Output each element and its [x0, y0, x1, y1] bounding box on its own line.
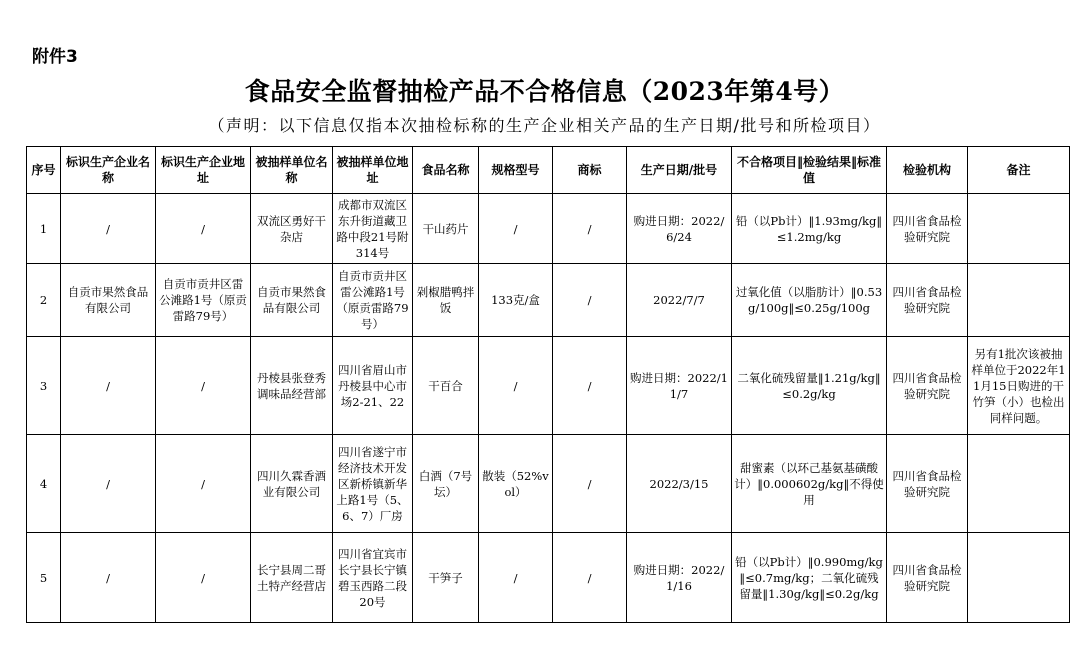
table-row: [27, 194, 1070, 264]
table-row: [27, 435, 1070, 533]
cell-spec: 散装（52%vol）: [479, 435, 553, 533]
cell-note: [968, 194, 1070, 264]
cell-producer-addr: /: [156, 194, 251, 264]
cell-spec: /: [479, 533, 553, 623]
cell-food: 剁椒腊鸭拌饭: [413, 264, 479, 337]
cell-brand: /: [553, 435, 627, 533]
cell-sampled-name: 自贡市果然食品有限公司: [251, 264, 333, 337]
page-title: 食品安全监督抽检产品不合格信息（2023年第4号）: [244, 77, 845, 106]
cell-brand: /: [553, 194, 627, 264]
cell-sampled-addr: 自贡市贡井区雷公滩路1号（原贡雷路79号）: [333, 264, 413, 337]
cell-date: 2022/3/15: [627, 435, 732, 533]
cell-agency: 四川省食品检验研究院: [887, 337, 968, 435]
header-cell-sampled-addr: 被抽样单位地址: [333, 147, 413, 194]
cell-note: [968, 533, 1070, 623]
cell-no: 1: [27, 194, 61, 264]
cell-item: 铅（以Pb计）‖0.990mg/kg‖≤0.7mg/kg；二氧化硫残留量‖1.30g/kg‖≤0.2g/kg: [732, 533, 887, 623]
cell-note: [968, 264, 1070, 337]
cell-producer-name: /: [61, 435, 156, 533]
cell-item: 过氧化值（以脂肪计）‖0.53g/100g‖≤0.25g/100g: [732, 264, 887, 337]
cell-producer-addr: 自贡市贡井区雷公滩路1号（原贡雷路79号）: [156, 264, 251, 337]
cell-agency: 四川省食品检验研究院: [887, 435, 968, 533]
table-row: [27, 533, 1070, 623]
cell-date: 购进日期：2022/1/16: [627, 533, 732, 623]
cell-brand: /: [553, 264, 627, 337]
table-row: [27, 337, 1070, 435]
header-cell-no: 序号: [27, 147, 61, 194]
cell-producer-name: /: [61, 194, 156, 264]
header-cell-producer-addr: 标识生产企业地址: [156, 147, 251, 194]
header-cell-food: 食品名称: [413, 147, 479, 194]
header-cell-agency: 检验机构: [887, 147, 968, 194]
header-cell-date: 生产日期/批号: [627, 147, 732, 194]
cell-producer-addr: /: [156, 435, 251, 533]
cell-agency: 四川省食品检验研究院: [887, 533, 968, 623]
cell-producer-name: 自贡市果然食品有限公司: [61, 264, 156, 337]
cell-producer-addr: /: [156, 533, 251, 623]
cell-spec: /: [479, 337, 553, 435]
cell-brand: /: [553, 533, 627, 623]
cell-producer-name: /: [61, 337, 156, 435]
cell-agency: 四川省食品检验研究院: [887, 194, 968, 264]
header-cell-producer-name: 标识生产企业名称: [61, 147, 156, 194]
cell-brand: /: [553, 337, 627, 435]
cell-note: [968, 435, 1070, 533]
cell-sampled-name: 双流区勇好干杂店: [251, 194, 333, 264]
cell-date: 购进日期：2022/11/7: [627, 337, 732, 435]
cell-note: 另有1批次该被抽样单位于2022年11月15日购进的干竹笋（小）也检出同样问题。: [968, 337, 1070, 435]
cell-sampled-addr: 四川省宜宾市长宁县长宁镇碧玉西路二段20号: [333, 533, 413, 623]
cell-food: 干笋子: [413, 533, 479, 623]
cell-sampled-name: 丹棱县张登秀调味品经营部: [251, 337, 333, 435]
cell-sampled-name: 长宁县周二哥土特产经营店: [251, 533, 333, 623]
cell-agency: 四川省食品检验研究院: [887, 264, 968, 337]
cell-producer-addr: /: [156, 337, 251, 435]
table-row: [27, 264, 1070, 337]
header-cell-note: 备注: [968, 147, 1070, 194]
cell-spec: 133克/盒: [479, 264, 553, 337]
cell-no: 2: [27, 264, 61, 337]
cell-food: 白酒（7号坛）: [413, 435, 479, 533]
cell-date: 2022/7/7: [627, 264, 732, 337]
cell-item: 二氧化硫残留量‖1.21g/kg‖≤0.2g/kg: [732, 337, 887, 435]
page-subtitle: （声明：以下信息仅指本次抽检标称的生产企业相关产品的生产日期/批号和所检项目）: [208, 116, 881, 135]
cell-sampled-name: 四川久霖香酒业有限公司: [251, 435, 333, 533]
header-cell-item: 不合格项目‖检验结果‖标准值: [732, 147, 887, 194]
cell-sampled-addr: 四川省遂宁市经济技术开发区新桥镇新华上路1号（5、6、7）厂房: [333, 435, 413, 533]
header-cell-spec: 规格型号: [479, 147, 553, 194]
cell-food: 干山药片: [413, 194, 479, 264]
cell-item: 甜蜜素（以环己基氨基磺酸计）‖0.000602g/kg‖不得使用: [732, 435, 887, 533]
cell-date: 购进日期：2022/6/24: [627, 194, 732, 264]
cell-item: 铅（以Pb计）‖1.93mg/kg‖≤1.2mg/kg: [732, 194, 887, 264]
cell-producer-name: /: [61, 533, 156, 623]
cell-no: 5: [27, 533, 61, 623]
cell-sampled-addr: 成都市双流区东升街道藏卫路中段21号附314号: [333, 194, 413, 264]
table-header-row: [27, 147, 1070, 194]
cell-no: 3: [27, 337, 61, 435]
cell-no: 4: [27, 435, 61, 533]
cell-sampled-addr: 四川省眉山市丹棱县中心市场2-21、22: [333, 337, 413, 435]
attachment-label: 附件3: [32, 47, 78, 67]
inspection-table: [26, 146, 1070, 623]
header-cell-brand: 商标: [553, 147, 627, 194]
cell-spec: /: [479, 194, 553, 264]
cell-food: 干百合: [413, 337, 479, 435]
header-cell-sampled-name: 被抽样单位名称: [251, 147, 333, 194]
